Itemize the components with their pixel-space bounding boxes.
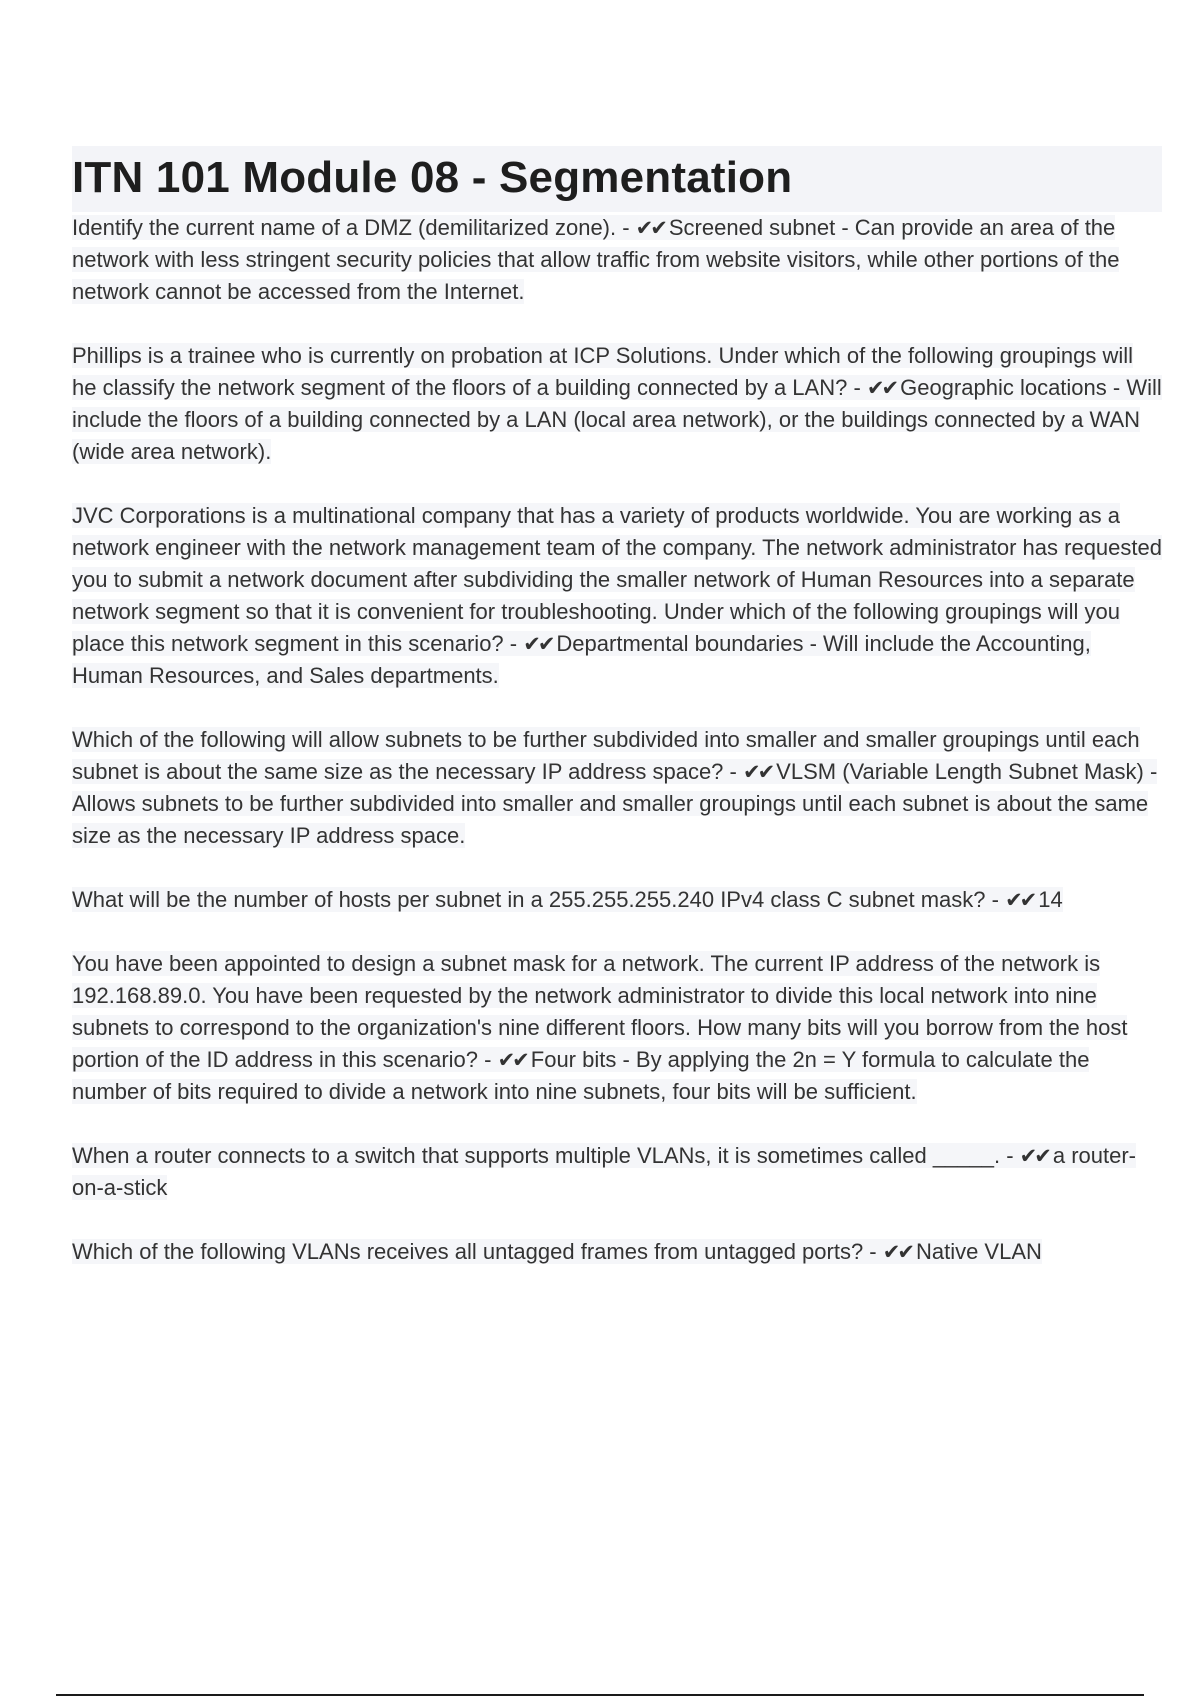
qa-highlight [72,1239,1042,1264]
check-mark-icon: ✔✔ [866,376,897,400]
qa-highlight [72,951,1127,1104]
qa-list [72,212,1162,1300]
qa-item [72,1140,1162,1204]
question-text: Identify the current name of a DMZ (demilitarized zone). - [72,215,636,240]
answer-text: Four bits - By applying the 2n = Y formula to calculate the number of bits required to divide a network into nine subnets, four bits will be sufficient. [72,1047,1090,1104]
qa-item [72,884,1162,916]
check-mark-icon: ✔✔ [635,216,665,240]
qa-item [72,724,1162,852]
answer-text: Geographic locations - Will include the floors of a building connected by a LAN (local area network), or the buildings connected by a WAN (wide area network). [72,375,1162,464]
answer-text: Screened subnet - Can provide an area of the network with less stringent security policies that allow traffic from website visitors, while other portions of the network cannot be accessed from the Internet. [72,215,1120,304]
question-text: What will be the number of hosts per subnet in a 255.255.255.240 IPv4 class C subnet mask? - [72,887,1006,912]
qa-highlight [72,503,1162,688]
check-mark-icon: ✔✔ [497,1048,527,1072]
qa-highlight [72,343,1162,464]
qa-item [72,340,1162,468]
qa-item [72,948,1162,1108]
check-mark-icon: ✔✔ [1019,1144,1049,1168]
question-text: Which of the following VLANs receives all untagged frames from untagged ports? - [72,1239,883,1264]
question-text: JVC Corporations is a multinational company that has a variety of products worldwide. You are working as a network engineer with the network management team of the company. The network administrator has requested you to submit a network document after subdividing the smaller network of Human Resources into a separate network segment so that it is convenient for troubleshooting. Under which of the following groupings will you place this network segment in this scenario? - [72,503,1162,656]
check-mark-icon: ✔✔ [523,632,553,656]
qa-item [72,212,1162,308]
qa-highlight [72,1143,1136,1200]
answer-text: Departmental boundaries - Will include the Accounting, Human Resources, and Sales departments. [72,631,1091,688]
check-mark-icon: ✔✔ [742,760,773,784]
qa-highlight [72,215,1119,304]
qa-item [72,1236,1162,1268]
answer-text: a router-on-a-stick [72,1143,1137,1200]
footer-divider [56,1694,1144,1696]
check-mark-icon: ✔✔ [882,1240,912,1264]
answer-text: 14 [1038,887,1063,912]
question-text: Which of the following will allow subnets to be further subdivided into smaller and smaller groupings until each subnet is about the same size as the necessary IP address space? - [72,727,1140,784]
answer-text: Native VLAN [915,1239,1042,1264]
question-text: Phillips is a trainee who is currently on probation at ICP Solutions. Under which of the following groupings will he classify the network segment of the floors of a building connected by a LAN? - [72,343,1134,400]
qa-highlight [72,727,1157,848]
check-mark-icon: ✔✔ [1005,888,1035,912]
document-title: ITN 101 Module 08 - Segmentation [72,153,793,202]
question-text: You have been appointed to design a subnet mask for a network. The current IP address of the network is 192.168.89.0. You have been requested by the network administrator to divide this local network into nine subnets to correspond to the organization's nine different floors. How many bits will you borrow from the host portion of the ID address in this scenario? - [72,951,1128,1072]
qa-highlight [72,887,1063,912]
question-text: When a router connects to a switch that supports multiple VLANs, it is sometimes called _____. - [72,1143,1020,1168]
answer-text: VLSM (Variable Length Subnet Mask) - Allows subnets to be further subdivided into smaller and smaller groupings until each subnet is about the same size as the necessary IP address space. [72,759,1158,848]
qa-item [72,500,1162,692]
